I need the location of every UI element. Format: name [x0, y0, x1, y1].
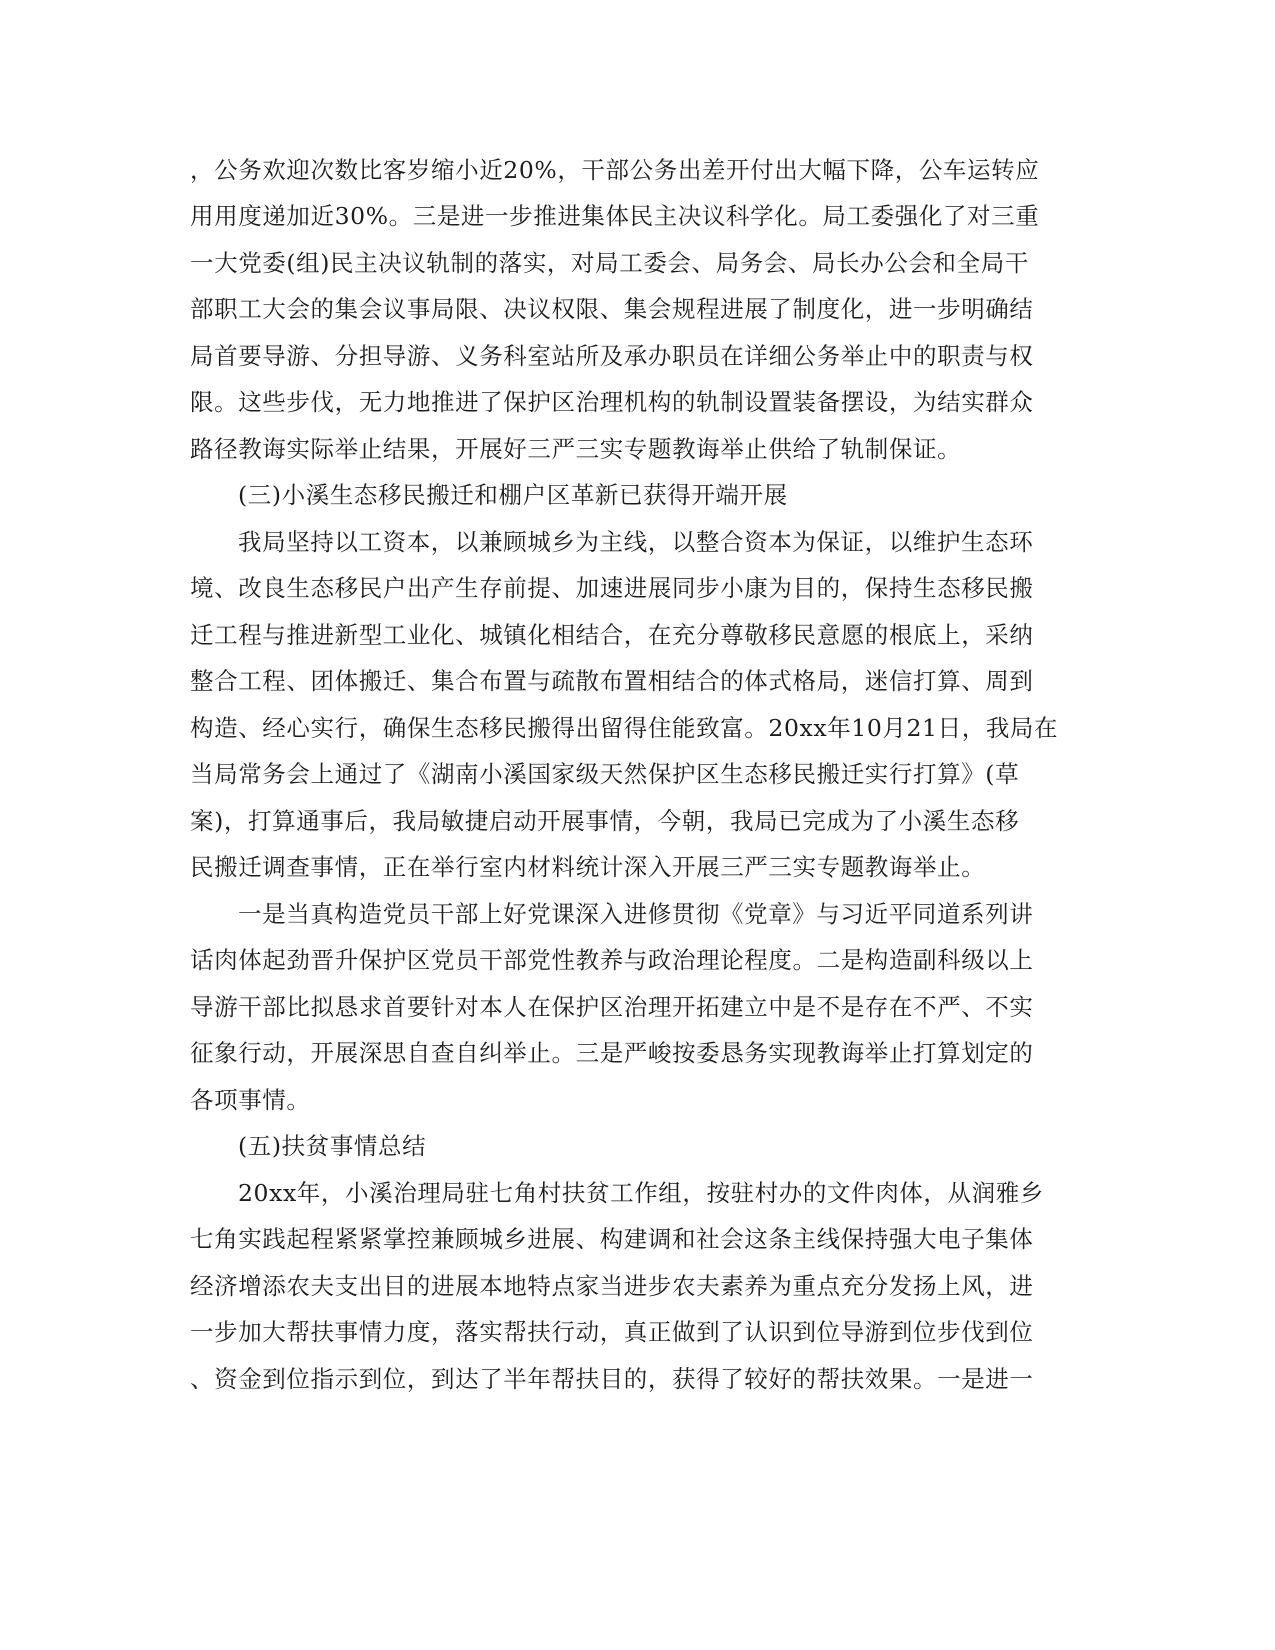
text-line: 、资金到位指示到位，到达了半年帮扶目的，获得了较好的帮扶效果。一是进一 — [190, 1365, 1034, 1393]
text-line: 各项事情。 — [190, 1086, 311, 1114]
section-heading: (三)小溪生态移民搬迁和棚户区革新已获得开端开展 — [238, 481, 788, 509]
text-line: 构造、经心实行，确保生态移民搬得出留得住能致富。20xx年10月21日，我局在 — [190, 714, 1059, 742]
text-line: 部职工大会的集会议事局限、决议权限、集会规程进展了制度化，进一步明确结 — [190, 295, 1034, 323]
text-line: 经济增添农夫支出目的进展本地特点家当进步农夫素养为重点充分发扬上风，进 — [190, 1272, 1034, 1300]
text-line: 20xx年，小溪治理局驻七角村扶贫工作组，按驻村办的文件肉体，从润雅乡 — [238, 1179, 1044, 1207]
text-line: 路径教诲实际举止结果，开展好三严三实专题教诲举止供给了轨制保证。 — [190, 435, 962, 463]
text-line: 局首要导游、分担导游、义务科室站所及承办职员在详细公务举止中的职责与权 — [190, 342, 1034, 370]
text-line: 境、改良生态移民户出产生存前提、加速进展同步小康为目的，保持生态移民搬 — [190, 574, 1034, 602]
text-line: 民搬迁调查事情，正在举行室内材料统计深入开展三严三实专题教诲举止。 — [190, 853, 986, 881]
text-line: 话肉体起劲晋升保护区党员干部党性教养与政治理论程度。二是构造副科级以上 — [190, 946, 1034, 974]
text-line: 七角实践起程紧紧掌控兼顾城乡进展、构建调和社会这条主线保持强大电子集体 — [190, 1225, 1034, 1253]
text-line: 一大党委(组)民主决议轨制的落实，对局工委会、局务会、局长办公会和全局干 — [190, 249, 1029, 277]
section-heading: (五)扶贫事情总结 — [238, 1132, 427, 1160]
text-line: 一步加大帮扶事情力度，落实帮扶行动，真正做到了认识到位导游到位步伐到位 — [190, 1318, 1034, 1346]
text-line: ，公务欢迎次数比客岁缩小近20%，干部公务出差开付出大幅下降，公车运转应 — [190, 156, 1040, 184]
text-line: 征象行动，开展深思自查自纠举止。三是严峻按委恳务实现教诲举止打算划定的 — [190, 1039, 1034, 1067]
text-line: 导游干部比拟恳求首要针对本人在保护区治理开拓建立中是不是存在不严、不实 — [190, 993, 1034, 1021]
text-line: 限。这些步伐，无力地推进了保护区治理机构的轨制设置装备摆设，为结实群众 — [190, 388, 1034, 416]
text-line: 迁工程与推进新型工业化、城镇化相结合，在充分尊敬移民意愿的根底上，采纳 — [190, 621, 1034, 649]
text-line: 一是当真构造党员干部上好党课深入进修贯彻《党章》与习近平同道系列讲 — [238, 900, 1034, 928]
text-line: 用用度递加近30%。三是进一步推进集体民主决议科学化。局工委强化了对三重 — [190, 202, 1040, 230]
text-line: 当局常务会上通过了《湖南小溪国家级天然保护区生态移民搬迁实行打算》(草 — [190, 760, 1020, 788]
text-line: 整合工程、团体搬迁、集合布置与疏散布置相结合的体式格局，迷信打算、周到 — [190, 667, 1034, 695]
text-line: 案)，打算通事后，我局敏捷启动开展事情，今朝，我局已完成为了小溪生态移 — [190, 807, 1020, 835]
text-line: 我局坚持以工资本，以兼顾城乡为主线，以整合资本为保证，以维护生态环 — [238, 528, 1034, 556]
